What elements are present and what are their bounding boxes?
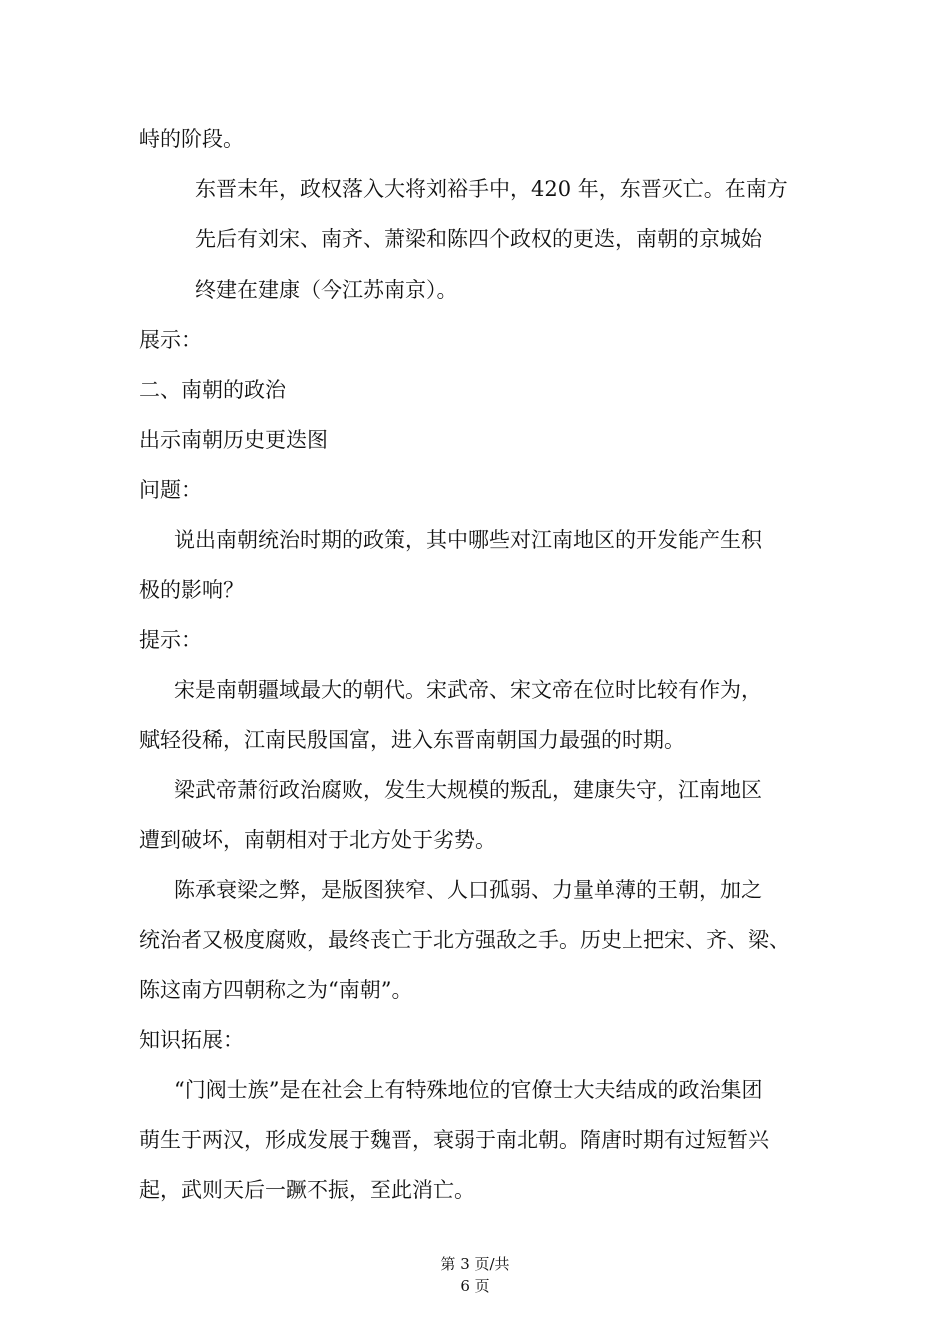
heading-hint: 提示：	[139, 628, 202, 652]
text-line-10: 极的影响？	[139, 578, 244, 602]
text-line-1: 峙的阶段。	[139, 127, 244, 151]
text-line-2: 东晋末年，政权落入大将刘裕手中，420 年，东晋灭亡。在南方	[195, 177, 788, 201]
text-line-18: 陈这南方四朝称之为“南朝”。	[139, 978, 413, 1002]
text-line-21: 萌生于两汉，形成发展于魏晋，衰弱于南北朝。隋唐时期有过短暂兴	[139, 1128, 769, 1152]
text-line-4: 终建在建康（今江苏南京）。	[195, 278, 458, 302]
text-line-3: 先后有刘宋、南齐、萧梁和陈四个政权的更迭，南朝的京城始	[195, 227, 762, 251]
text-line-20: “门阀士族”是在社会上有特殊地位的官僚士大夫结成的政治集团	[174, 1078, 763, 1102]
page-number-line-2: 6 页	[460, 1277, 490, 1295]
text-line-14: 梁武帝萧衍政治腐败，发生大规模的叛乱，建康失守，江南地区	[174, 778, 762, 802]
section-heading-south-dynasty-politics: 二、南朝的政治	[139, 378, 286, 402]
heading-show: 展示：	[139, 328, 202, 352]
text-line-12: 宋是南朝疆域最大的朝代。宋武帝、宋文帝在位时比较有作为，	[174, 678, 762, 702]
text-line-16: 陈承衰梁之弊，是版图狭窄、人口孤弱、力量单薄的王朝，加之	[174, 878, 762, 902]
text-line-17: 统治者又极度腐败，最终丧亡于北方强敌之手。历史上把宋、齐、梁、	[139, 928, 790, 952]
text-line-13: 赋轻役稀，江南民殷国富，进入东晋南朝国力最强的时期。	[139, 728, 685, 752]
text-line-7: 出示南朝历史更迭图	[139, 428, 328, 452]
text-line-15: 遭到破坏，南朝相对于北方处于劣势。	[139, 828, 496, 852]
text-line-9: 说出南朝统治时期的政策，其中哪些对江南地区的开发能产生积	[174, 528, 762, 552]
heading-knowledge-extension: 知识拓展：	[139, 1028, 244, 1052]
text-line-22: 起，武则天后一蹶不振，至此消亡。	[139, 1178, 475, 1202]
heading-question: 问题：	[139, 478, 202, 502]
page-number-line-1: 第 3 页/共	[440, 1255, 510, 1273]
